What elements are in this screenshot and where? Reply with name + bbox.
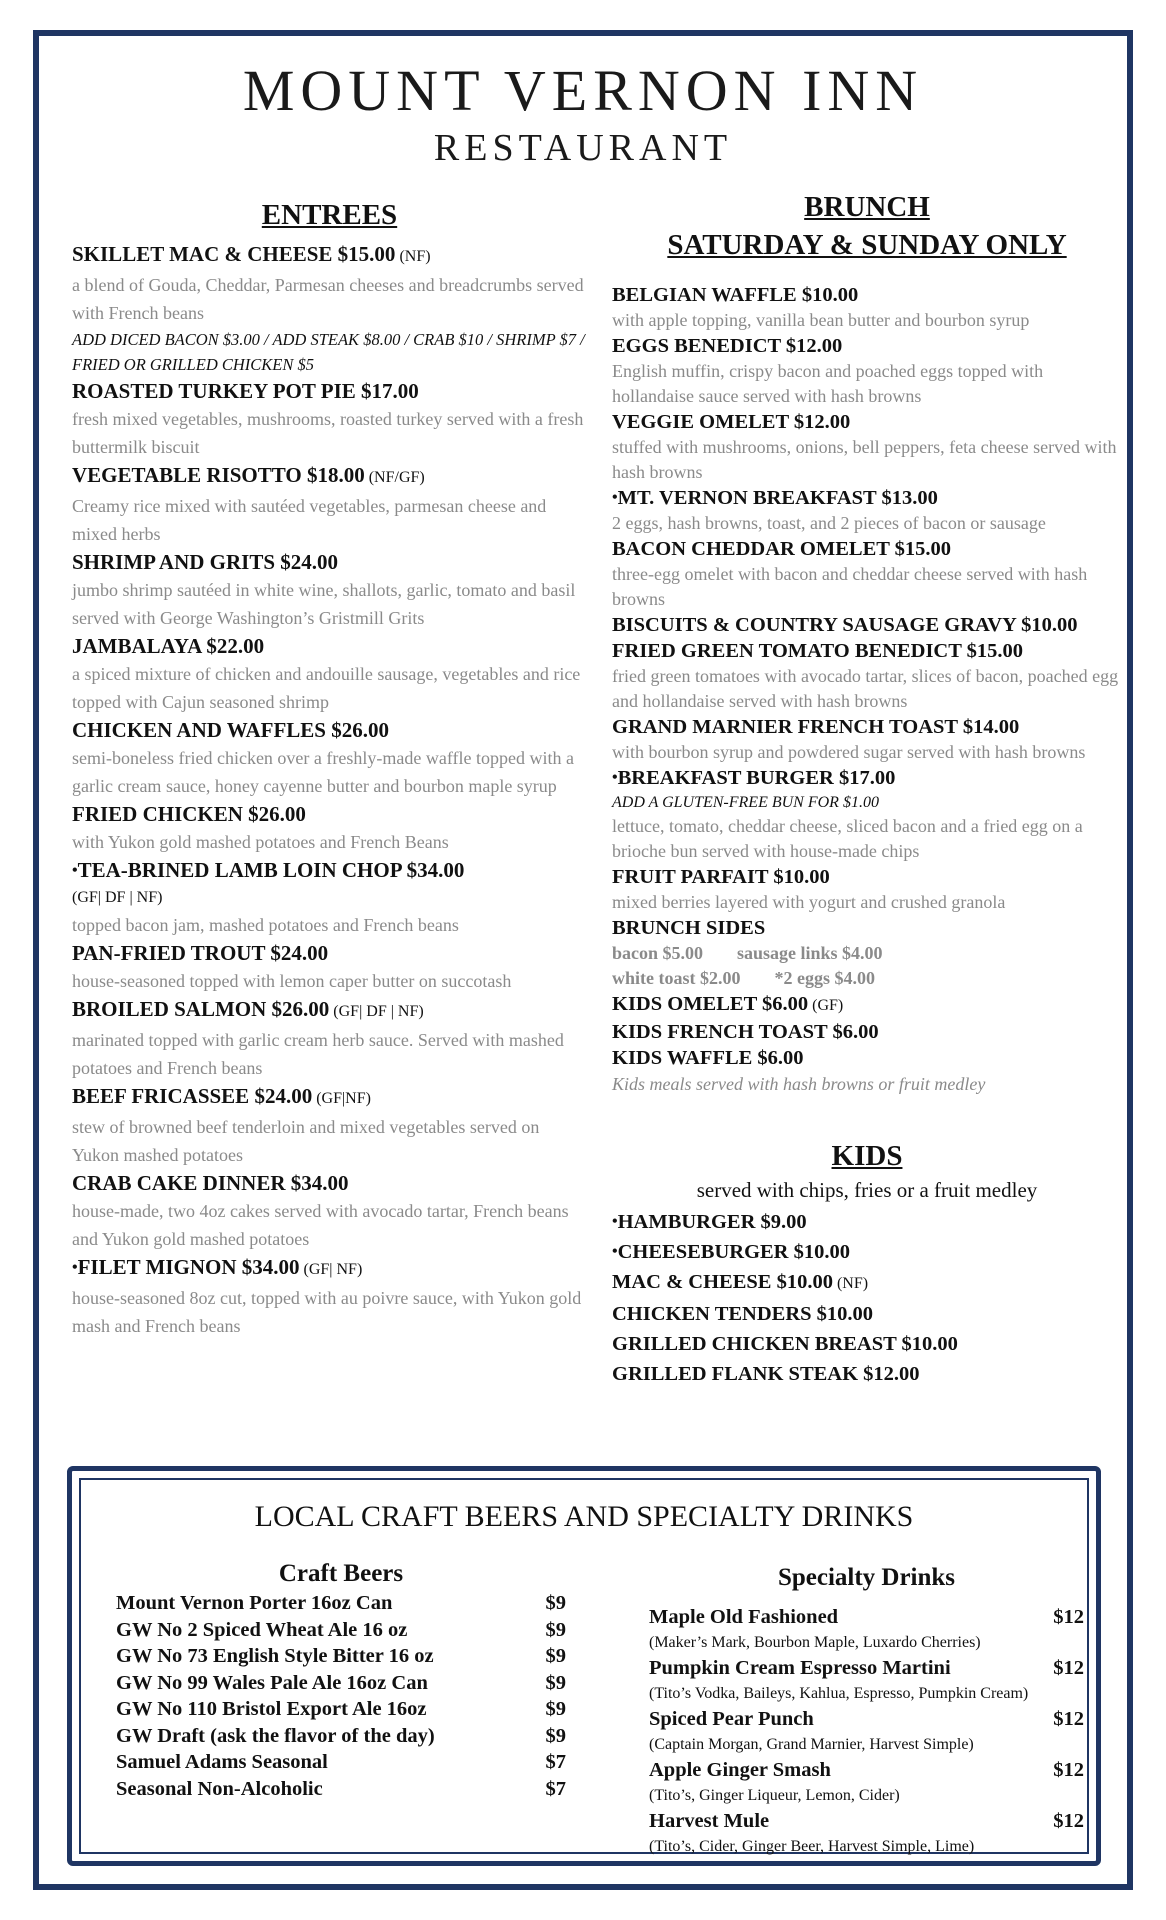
kids-item xyxy=(612,1299,1122,1329)
side-item: white toast $2.00 xyxy=(612,968,741,988)
drinks-title: LOCAL CRAFT BEERS AND SPECIALTY DRINKS xyxy=(254,1500,914,1533)
beer-name: GW Draft (ask the flavor of the day) xyxy=(116,1724,435,1747)
brunch-description: with bourbon syrup and powdered sugar served with hash browns xyxy=(612,742,1086,762)
brunch-kids-title: KIDS OMELET $6.00 xyxy=(612,993,809,1015)
entree-description: house-seasoned topped with lemon caper butter on succotash xyxy=(72,971,512,991)
entree-title: PAN-FRIED TROUT $24.00 xyxy=(72,941,329,965)
brunch-title: VEGGIE OMELET $12.00 xyxy=(612,411,851,433)
kids-item-title: HAMBURGER $9.00 xyxy=(617,1211,807,1233)
bullet-icon: • xyxy=(612,489,618,506)
brunch-name xyxy=(612,864,1122,890)
entree-item xyxy=(72,1082,587,1169)
brunch-item xyxy=(612,612,1122,638)
add-on-note: ADD A GLUTEN-FREE BUN FOR $1.00 xyxy=(612,794,879,811)
diet-note: (NF) xyxy=(395,248,431,265)
beer-name: GW No 99 Wales Pale Ale 16oz Can xyxy=(116,1671,428,1694)
specialty-description: (Tito’s Vodka, Baileys, Kahlua, Espresso, Pumpkin Cream) xyxy=(649,1685,1029,1702)
beer-price: $9 xyxy=(545,1592,566,1614)
brunch-description: lettuce, tomato, cheddar cheese, sliced bacon and a fried egg on a brioche bun served with house-made chips xyxy=(612,816,1083,861)
brunch-title: BISCUITS & COUNTRY SAUSAGE GRAVY $10.00 xyxy=(612,614,1078,636)
entree-description: a blend of Gouda, Cheddar, Parmesan cheeses and breadcrumbs served with French beans xyxy=(72,275,584,323)
entree-description: a spiced mixture of chicken and andouille sausage, vegetables and rice topped with Cajun seasoned shrimp xyxy=(72,664,581,712)
add-on-note: ADD DICED BACON $3.00 / ADD STEAK $8.00 / CRAB $10 / SHRIMP $7 / FRIED OR GRILLED CHICKEN $5 xyxy=(72,330,585,374)
specialty-row xyxy=(649,1706,1084,1733)
brunch-kids-item xyxy=(612,1019,1122,1045)
brunch-days-heading: SATURDAY & SUNDAY ONLY xyxy=(667,229,1067,261)
specialty-name: Apple Ginger Smash xyxy=(649,1759,831,1781)
brunch-kids-title: KIDS FRENCH TOAST $6.00 xyxy=(612,1021,879,1043)
brunch-name xyxy=(612,612,1122,638)
brunch-item xyxy=(612,536,1122,612)
diet-note: (NF) xyxy=(832,1275,869,1292)
diet-note: (NF/GF) xyxy=(364,469,425,486)
beer-row xyxy=(116,1749,566,1776)
specialty-price: $12 xyxy=(1053,1606,1084,1628)
entree-name xyxy=(72,716,587,744)
brunch-item xyxy=(612,409,1122,485)
beer-price: $9 xyxy=(545,1671,566,1694)
diet-note: (GF) xyxy=(808,997,844,1014)
specialty-row xyxy=(649,1604,1084,1631)
brunch-item xyxy=(612,485,1122,536)
diet-note: (GF| NF) xyxy=(299,1261,363,1278)
specialty-price: $12 xyxy=(1053,1657,1084,1679)
brunch-name xyxy=(612,409,1122,435)
bullet-icon: • xyxy=(612,1213,618,1230)
specialty-price: $12 xyxy=(1053,1810,1084,1832)
restaurant-subtitle: RESTAURANT xyxy=(433,127,733,169)
entree-name xyxy=(72,240,587,271)
brunch-description: with apple topping, vanilla bean butter and bourbon syrup xyxy=(612,310,1030,330)
entree-name xyxy=(72,1082,587,1113)
kids-item xyxy=(612,1359,1122,1389)
brunch-item xyxy=(612,638,1122,714)
beer-name: GW No 110 Bristol Export Ale 16oz xyxy=(116,1698,427,1720)
beer-name: Samuel Adams Seasonal xyxy=(116,1751,328,1773)
brunch-sides xyxy=(612,941,1122,991)
entree-title: BROILED SALMON $26.00 xyxy=(72,997,330,1021)
specialty-price: $12 xyxy=(1053,1708,1084,1730)
entree-title: FILET MIGNON $34.00 xyxy=(77,1255,300,1279)
entree-title: BEEF FRICASSEE $24.00 xyxy=(72,1084,313,1108)
specialty-row xyxy=(649,1757,1084,1784)
entree-description: jumbo shrimp sautéed in white wine, shallots, garlic, tomato and basil served with George Washington’s Gristmill Grits xyxy=(72,580,576,628)
entree-name xyxy=(72,461,587,492)
entree-item xyxy=(72,461,587,548)
specialty-name: Spiced Pear Punch xyxy=(649,1708,814,1730)
beer-row xyxy=(116,1696,566,1723)
entree-name xyxy=(72,800,587,828)
kids-item-title: GRILLED CHICKEN BREAST $10.00 xyxy=(612,1333,958,1355)
entree-name xyxy=(72,377,587,405)
brunch-description: 2 eggs, hash browns, toast, and 2 pieces of bacon or sausage xyxy=(612,513,1046,533)
entree-name xyxy=(72,632,587,660)
specialty-list xyxy=(649,1604,1084,1859)
entree-item xyxy=(72,856,587,939)
brunch-name xyxy=(612,714,1122,740)
entree-description: stew of browned beef tenderloin and mixed vegetables served on Yukon mashed potatoes xyxy=(72,1117,540,1165)
brunch-item xyxy=(612,864,1122,915)
specialty-row xyxy=(649,1808,1084,1835)
beer-name: Mount Vernon Porter 16oz Can xyxy=(116,1592,393,1614)
kids-subtitle: served with chips, fries or a fruit medley xyxy=(696,1178,1038,1202)
entrees-list xyxy=(72,240,587,1340)
entree-item xyxy=(72,939,587,995)
beer-row xyxy=(116,1617,566,1644)
menu-header xyxy=(39,56,1127,172)
brunch-title: BREAKFAST BURGER $17.00 xyxy=(617,767,896,789)
entree-name xyxy=(72,1253,587,1284)
entree-name xyxy=(72,939,587,967)
entree-item xyxy=(72,1253,587,1340)
kids-item xyxy=(612,1237,1122,1267)
entree-title: JAMBALAYA $22.00 xyxy=(72,634,265,658)
kids-item-title: CHICKEN TENDERS $10.00 xyxy=(612,1303,874,1325)
menu-frame xyxy=(33,30,1133,1890)
brunch-kids-item xyxy=(612,1045,1122,1071)
kids-heading: KIDS xyxy=(831,1140,903,1172)
brunch-title: FRIED GREEN TOMATO BENEDICT $15.00 xyxy=(612,640,1024,662)
entree-item xyxy=(72,632,587,716)
entree-description: with Yukon gold mashed potatoes and French Beans xyxy=(72,832,449,852)
brunch-item xyxy=(612,282,1122,333)
drinks-inner-border xyxy=(79,1478,1089,1854)
side-item: *2 eggs $4.00 xyxy=(774,968,875,988)
entree-item xyxy=(72,1169,587,1253)
entree-title: TEA-BRINED LAMB LOIN CHOP $34.00 xyxy=(77,858,465,882)
entree-title: SHRIMP AND GRITS $24.00 xyxy=(72,550,339,574)
entree-item xyxy=(72,995,587,1082)
bullet-icon: • xyxy=(72,1259,78,1276)
entrees-heading: ENTREES xyxy=(261,199,398,231)
entree-item xyxy=(72,716,587,800)
brunch-description: three-egg omelet with bacon and cheddar cheese served with hash browns xyxy=(612,564,1088,609)
entree-title: VEGETABLE RISOTTO $18.00 xyxy=(72,463,365,487)
brunch-title: EGGS BENEDICT $12.00 xyxy=(612,335,843,357)
entree-description: Creamy rice mixed with sautéed vegetables, parmesan cheese and mixed herbs xyxy=(72,496,547,544)
specialty-drinks-heading: Specialty Drinks xyxy=(777,1564,956,1591)
diet-note: (GF| DF | NF) xyxy=(329,1003,424,1020)
diet-note: (GF|NF) xyxy=(312,1090,371,1107)
craft-beers-section xyxy=(116,1558,566,1802)
beer-price: $7 xyxy=(545,1777,566,1800)
beer-price: $9 xyxy=(545,1724,566,1747)
entree-description: house-seasoned 8oz cut, topped with au poivre sauce, with Yukon gold mash and French beans xyxy=(72,1288,582,1336)
beer-row xyxy=(116,1670,566,1697)
entree-item xyxy=(72,548,587,632)
specialty-row xyxy=(649,1655,1084,1682)
specialty-description: (Captain Morgan, Grand Marnier, Harvest Simple) xyxy=(649,1736,974,1753)
bullet-icon: • xyxy=(612,769,618,786)
beer-price: $9 xyxy=(545,1698,566,1720)
specialty-description: (Tito’s, Ginger Liqueur, Lemon, Cider) xyxy=(649,1787,900,1804)
specialty-name: Harvest Mule xyxy=(649,1810,770,1832)
entree-title: CHICKEN AND WAFFLES $26.00 xyxy=(72,718,389,742)
kids-item xyxy=(612,1329,1122,1359)
beers-list xyxy=(116,1590,566,1802)
brunch-item xyxy=(612,333,1122,409)
brunch-kids-list xyxy=(612,991,1122,1071)
entree-name xyxy=(72,995,587,1026)
brunch-kids-item xyxy=(612,991,1122,1019)
brunch-description: English muffin, crispy bacon and poached eggs topped with hollandaise sauce served with hash browns xyxy=(612,361,1044,406)
brunch-title: BELGIAN WAFFLE $10.00 xyxy=(612,284,859,306)
brunch-title: BACON CHEDDAR OMELET $15.00 xyxy=(612,538,952,560)
brunch-title: FRUIT PARFAIT $10.00 xyxy=(612,866,830,888)
specialty-price: $12 xyxy=(1053,1759,1084,1781)
kids-list xyxy=(612,1207,1122,1389)
beer-row xyxy=(116,1723,566,1750)
entree-name xyxy=(72,1169,587,1197)
entree-item xyxy=(72,800,587,856)
bullet-icon: • xyxy=(612,1243,618,1260)
specialty-name: Maple Old Fashioned xyxy=(649,1606,839,1628)
bullet-icon: • xyxy=(72,862,78,879)
brunch-name xyxy=(612,638,1122,664)
brunch-sides-heading: BRUNCH SIDES xyxy=(612,917,766,939)
beer-name: Seasonal Non-Alcoholic xyxy=(116,1777,323,1800)
specialty-description: (Maker’s Mark, Bourbon Maple, Luxardo Cherries) xyxy=(649,1634,981,1651)
brunch-name xyxy=(612,333,1122,359)
entree-description: fresh mixed vegetables, mushrooms, roasted turkey served with a fresh buttermilk biscuit xyxy=(72,409,584,457)
entree-item xyxy=(72,240,587,377)
kids-item-title: GRILLED FLANK STEAK $12.00 xyxy=(612,1363,920,1385)
side-item: sausage links $4.00 xyxy=(737,943,883,963)
beer-price: $9 xyxy=(545,1618,566,1641)
beer-price: $7 xyxy=(545,1751,566,1773)
entrees-column xyxy=(72,196,587,1340)
beer-price: $9 xyxy=(545,1645,566,1667)
entree-title: CRAB CAKE DINNER $34.00 xyxy=(72,1171,349,1195)
brunch-heading: BRUNCH xyxy=(804,191,930,223)
brunch-description: stuffed with mushrooms, onions, bell peppers, feta cheese served with hash browns xyxy=(612,437,1117,482)
beer-name: GW No 73 English Style Bitter 16 oz xyxy=(116,1645,434,1667)
entree-description: marinated topped with garlic cream herb sauce. Served with mashed potatoes and French beans xyxy=(72,1030,564,1078)
entree-description: house-made, two 4oz cakes served with avocado tartar, French beans and Yukon gold mashed potatoes xyxy=(72,1201,569,1249)
beer-row xyxy=(116,1590,566,1617)
specialty-name: Pumpkin Cream Espresso Martini xyxy=(649,1657,951,1679)
brunch-item xyxy=(612,714,1122,765)
brunch-name xyxy=(612,536,1122,562)
entree-name xyxy=(72,856,587,885)
entree-title: FRIED CHICKEN $26.00 xyxy=(72,802,306,826)
kids-meals-note: Kids meals served with hash browns or fruit medley xyxy=(612,1074,986,1094)
brunch-column xyxy=(612,188,1122,1389)
brunch-name xyxy=(612,282,1122,308)
specialty-description: (Tito’s, Cider, Ginger Beer, Harvest Simple, Lime) xyxy=(649,1838,975,1855)
diet-note: (GF| DF | NF) xyxy=(72,889,163,906)
kids-item-title: CHEESEBURGER $10.00 xyxy=(617,1241,850,1263)
brunch-description: fried green tomatoes with avocado tartar, slices of bacon, poached egg and hollandaise served with hash browns xyxy=(612,666,1119,711)
entree-title: SKILLET MAC & CHEESE $15.00 xyxy=(72,242,396,266)
brunch-item xyxy=(612,765,1122,864)
kids-item xyxy=(612,1267,1122,1299)
entree-description: semi-boneless fried chicken over a freshly-made waffle topped with a garlic cream sauce, honey cayenne butter and bourbon maple syrup xyxy=(72,748,574,796)
brunch-name xyxy=(612,765,1122,791)
kids-item-title: MAC & CHEESE $10.00 xyxy=(612,1271,833,1293)
side-item: bacon $5.00 xyxy=(612,943,704,963)
entree-description: topped bacon jam, mashed potatoes and French beans xyxy=(72,915,459,935)
brunch-name xyxy=(612,485,1122,511)
brunch-kids-title: KIDS WAFFLE $6.00 xyxy=(612,1047,804,1069)
drinks-box xyxy=(67,1466,1101,1866)
entree-title: ROASTED TURKEY POT PIE $17.00 xyxy=(72,379,419,403)
brunch-description: mixed berries layered with yogurt and crushed granola xyxy=(612,892,1006,912)
specialty-drinks-section xyxy=(649,1562,1084,1859)
brunch-title: MT. VERNON BREAKFAST $13.00 xyxy=(617,487,938,509)
craft-beers-heading: Craft Beers xyxy=(278,1560,404,1587)
beer-row xyxy=(116,1776,566,1803)
brunch-title: GRAND MARNIER FRENCH TOAST $14.00 xyxy=(612,716,1020,738)
restaurant-title: MOUNT VERNON INN xyxy=(242,58,924,123)
entree-item xyxy=(72,377,587,461)
beer-name: GW No 2 Spiced Wheat Ale 16 oz xyxy=(116,1618,408,1641)
brunch-list xyxy=(612,282,1122,915)
beer-row xyxy=(116,1643,566,1670)
entree-name xyxy=(72,548,587,576)
kids-item xyxy=(612,1207,1122,1237)
